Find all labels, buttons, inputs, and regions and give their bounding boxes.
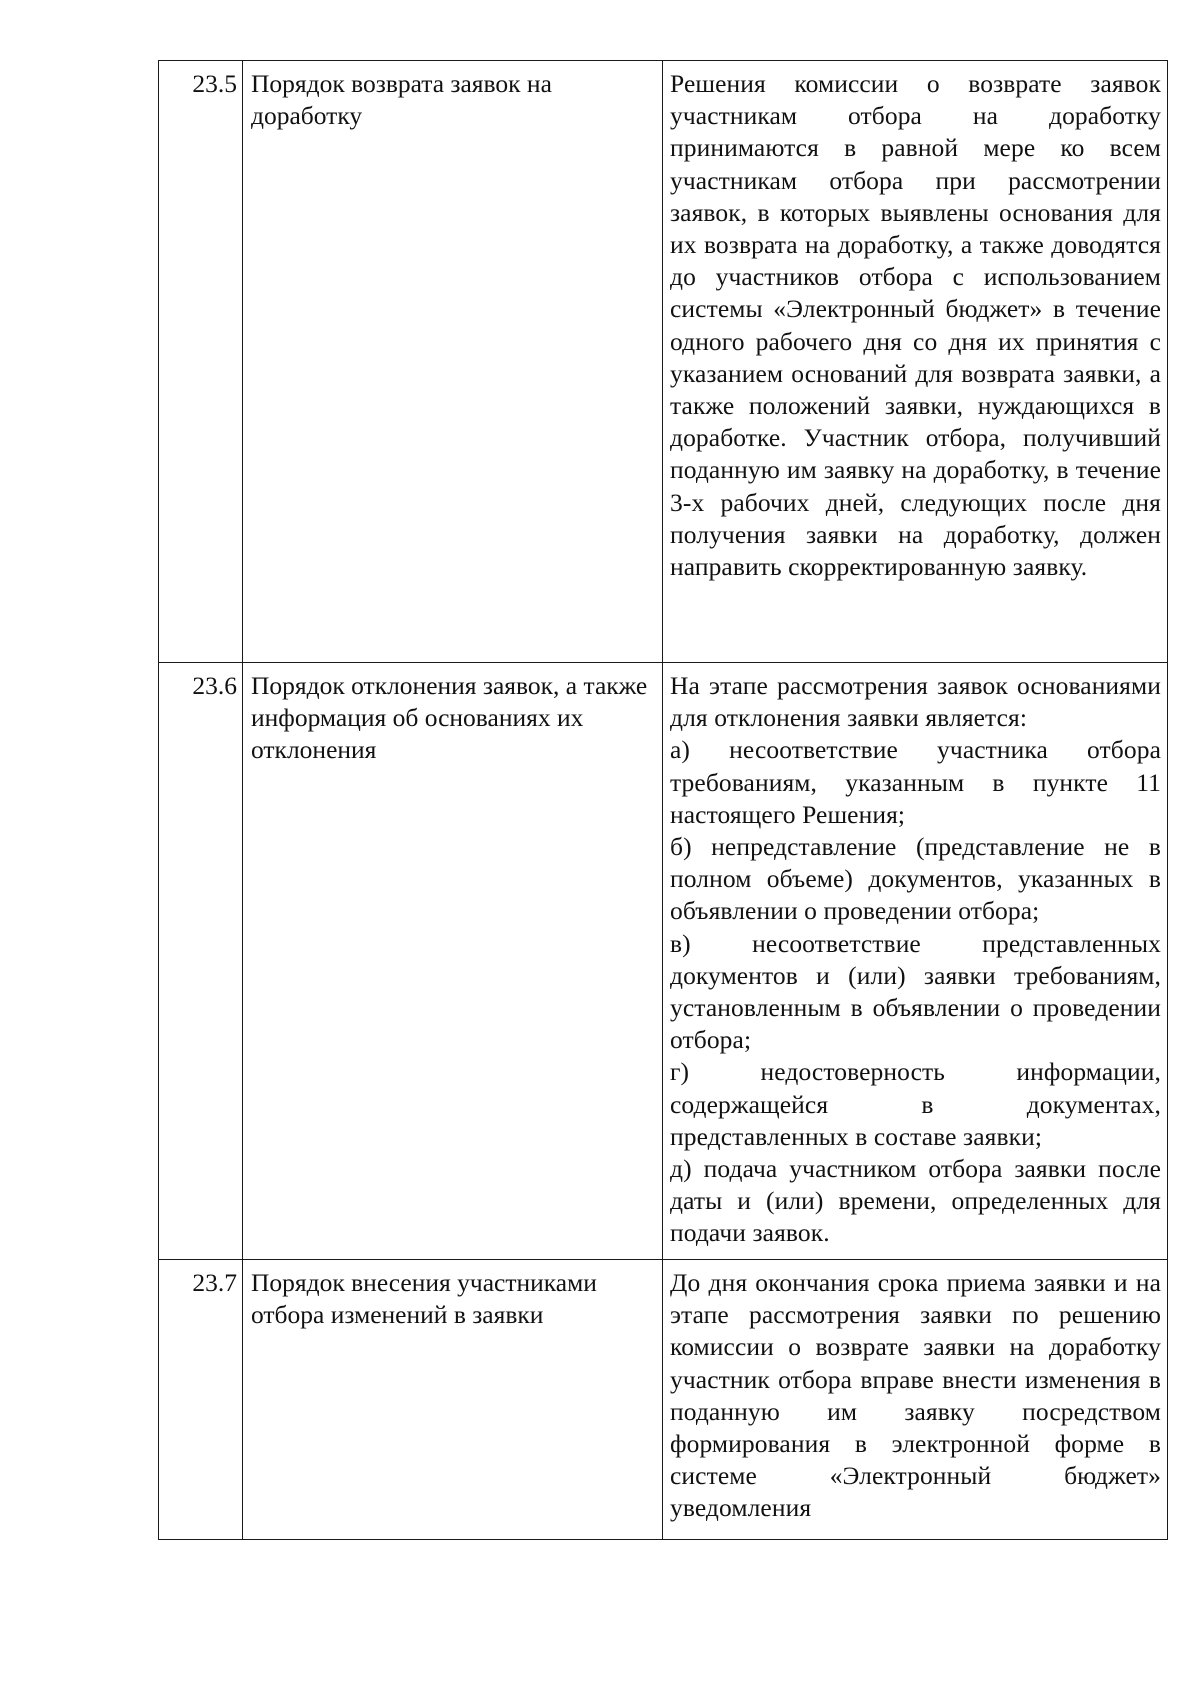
row-description <box>663 1260 1168 1540</box>
row-title: Порядок отклонения заявок, а также информация об основаниях их отклонения <box>243 663 663 1260</box>
document-table <box>158 60 1168 1540</box>
description-paragraph: б) непредставление (представление не в полном объеме) документов, указанных в объявлении о проведении отбора; <box>670 832 1161 926</box>
row-title: Порядок внесения участниками отбора изменений в заявки <box>243 1260 663 1540</box>
row-description <box>663 663 1168 1260</box>
table-row <box>159 663 1168 1260</box>
description-paragraph: д) подача участником отбора заявки после даты и (или) времени, определенных для подачи заявок. <box>670 1154 1161 1248</box>
row-number: 23.6 <box>159 663 243 1260</box>
row-description <box>663 61 1168 663</box>
table-row <box>159 1260 1168 1540</box>
description-paragraph: г) недостоверность информации, содержащейся в документах, представленных в составе заявки; <box>670 1057 1161 1151</box>
table-row <box>159 61 1168 663</box>
description-paragraph: До дня окончания срока приема заявки и на этапе рассмотрения заявки по решению комиссии о возврате заявки на доработку участник отбора вправе внести изменения в поданную им заявку посредством формирования в электронной форме в системе «Электронный бюджет» уведомления <box>670 1268 1161 1523</box>
description-paragraph: в) несоответствие представленных документов и (или) заявки требованиям, установленным в объявлении о проведении отбора; <box>670 928 1161 1055</box>
row-number: 23.5 <box>159 61 243 663</box>
row-title: Порядок возврата заявок на доработку <box>243 61 663 663</box>
description-paragraph: На этапе рассмотрения заявок основаниями для отклонения заявки является: <box>670 671 1161 733</box>
row-number: 23.7 <box>159 1260 243 1540</box>
description-paragraph: а) несоответствие участника отбора требованиям, указанным в пункте 11 настоящего Решения; <box>670 735 1161 829</box>
description-paragraph: Решения комиссии о возврате заявок участникам отбора на доработку принимаются в равной мере ко всем участникам отбора при рассмотрении заявок, в которых выявлены основания для их возврата на доработку, а также доводятся до участников отбора с использованием системы «Электронный бюджет» в течение одного рабочего дня со дня их принятия с указанием оснований для возврата заявки, а также положений заявки, нуждающихся в доработке. Участник отбора, получивший поданную им заявку на доработку, в течение 3-х рабочих дней, следующих после дня получения заявки на доработку, должен направить скорректированную заявку. <box>670 69 1161 582</box>
